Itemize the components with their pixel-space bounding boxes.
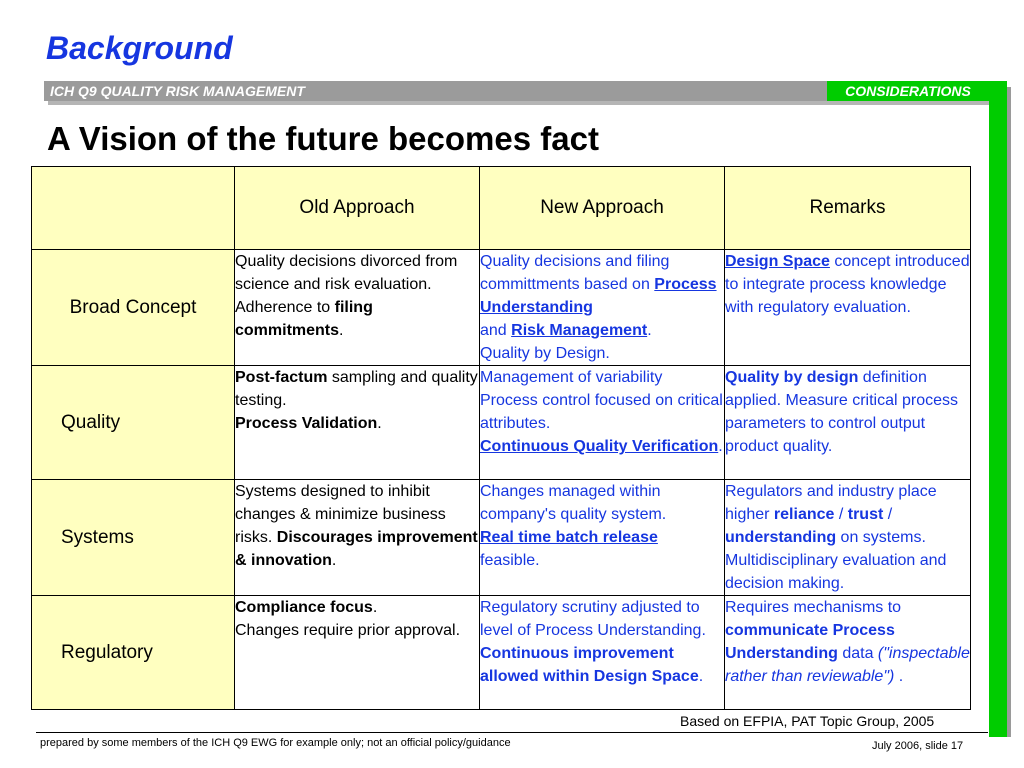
column-header-new-approach: New Approach <box>480 167 725 250</box>
cell-remarks: Quality by design definition applied. Measure critical process parameters to control output product quality. <box>725 366 971 480</box>
row-label-quality: Quality <box>32 366 235 480</box>
cell-remarks: Requires mechanisms to communicate Process Understanding data ("inspectable rather than reviewable") . <box>725 596 971 710</box>
header-band-considerations: CONSIDERATIONS <box>827 81 989 101</box>
row-label-regulatory: Regulatory <box>32 596 235 710</box>
header-band-shadow <box>48 101 989 105</box>
cell-new-approach: Changes managed within company's quality system. Real time batch release feasible. <box>480 480 725 596</box>
header-band-label: ICH Q9 QUALITY RISK MANAGEMENT <box>50 83 305 99</box>
source-note: Based on EFPIA, PAT Topic Group, 2005 <box>680 713 935 729</box>
column-header-remarks: Remarks <box>725 167 971 250</box>
table-header-row <box>32 167 971 250</box>
cell-remarks: Design Space concept introduced to integrate process knowledge with regulatory evaluation. <box>725 250 971 366</box>
footer-disclaimer: prepared by some members of the ICH Q9 EWG for example only; not an official policy/guidance <box>40 737 511 749</box>
table-row <box>32 250 971 366</box>
table-row <box>32 366 971 480</box>
page-title: A Vision of the future becomes fact <box>47 120 599 157</box>
cell-new-approach: Quality decisions and filing committments based on Process Understanding and Risk Management. Quality by Design. <box>480 250 725 366</box>
table-row <box>32 480 971 596</box>
comparison-table <box>31 166 971 710</box>
cell-old-approach: Compliance focus. Changes require prior approval. <box>235 596 480 710</box>
accent-bar-shadow <box>1007 87 1011 737</box>
cell-old-approach: Quality decisions divorced from science and risk evaluation. Adherence to filing commitments. <box>235 250 480 366</box>
column-header-empty <box>32 167 235 250</box>
footer-slide-number: July 2006, slide 17 <box>872 740 964 752</box>
cell-old-approach: Systems designed to inhibit changes & minimize business risks. Discourages improvement & innovation. <box>235 480 480 596</box>
cell-old-approach: Post-factum sampling and quality testing. Process Validation. <box>235 366 480 480</box>
cell-remarks: Regulators and industry place higher reliance / trust / understanding on systems. Multidisciplinary evaluation and decision making. <box>725 480 971 596</box>
accent-bar-vertical <box>989 81 1007 737</box>
footer-divider <box>36 732 988 733</box>
cell-new-approach: Management of variability Process control focused on critical attributes. Continuous Quality Verification. <box>480 366 725 480</box>
row-label-systems: Systems <box>32 480 235 596</box>
header-band <box>44 81 989 101</box>
section-title: Background <box>46 30 233 66</box>
cell-new-approach: Regulatory scrutiny adjusted to level of Process Understanding. Continuous improvement allowed within Design Space. <box>480 596 725 710</box>
table-row <box>32 596 971 710</box>
column-header-old-approach: Old Approach <box>235 167 480 250</box>
row-label-broad-concept: Broad Concept <box>32 250 235 366</box>
